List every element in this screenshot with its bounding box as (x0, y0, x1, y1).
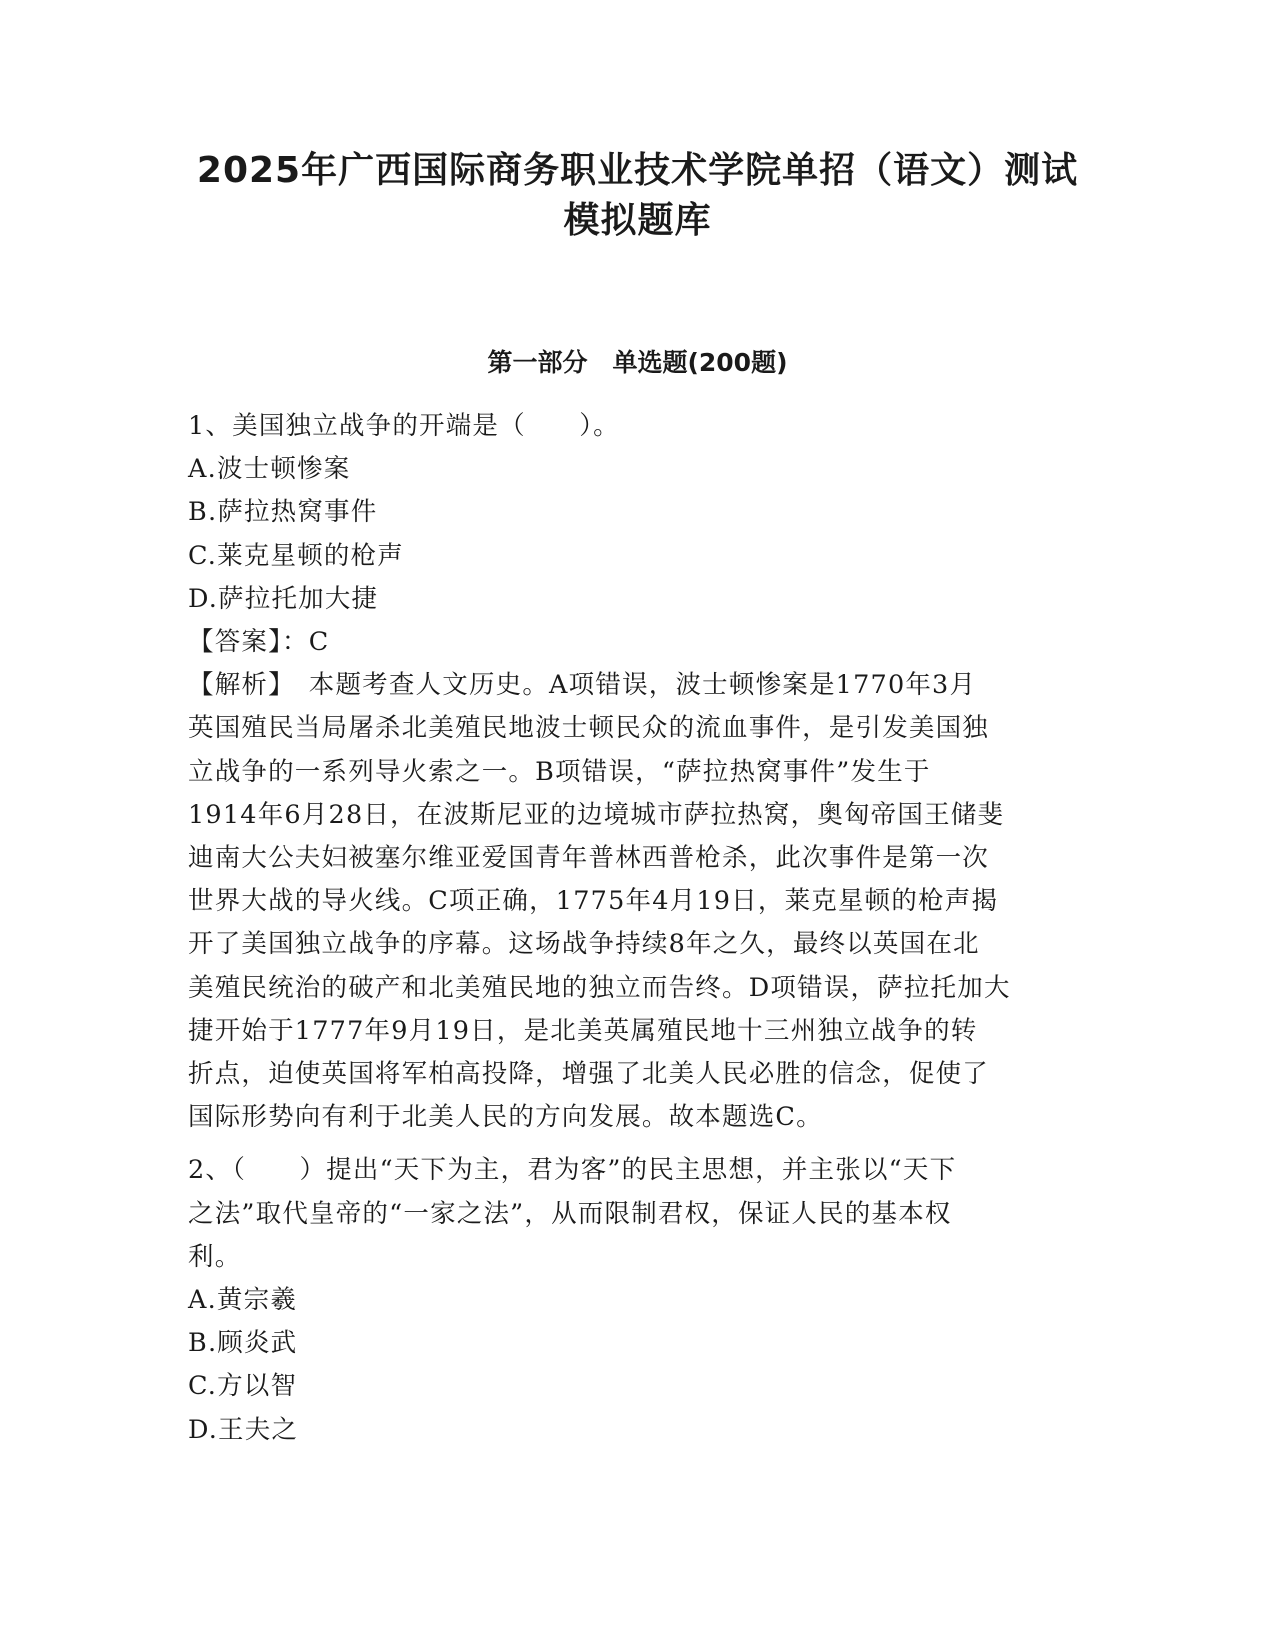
question-list (188, 405, 1088, 1452)
option-d: D.萨拉托加大捷 (188, 583, 379, 614)
analysis-line: 立战争的一系列导火索之一。B项错误，“萨拉热窝事件”发生于 (188, 756, 931, 787)
analysis-line: 开了美国独立战争的序幕。这场战争持续8年之久，最终以英国在北 (188, 929, 980, 960)
analysis-line: 国际形势向有利于北美人民的方向发展。故本题选C。 (188, 1102, 823, 1133)
analysis-line: 折点，迫使英国将军柏高投降，增强了北美人民必胜的信念，促使了 (188, 1059, 990, 1090)
question-stem-line: 1、美国独立战争的开端是（ ）。 (188, 411, 620, 441)
question-2 (188, 1149, 1088, 1451)
option-a: A.波士顿惨案 (188, 454, 351, 485)
option-b: B.顾炎武 (188, 1328, 298, 1359)
document-title (160, 146, 1115, 246)
analysis-line: 世界大战的导火线。C项正确，1775年4月19日，莱克星顿的枪声揭 (188, 886, 999, 917)
question-stem-line: 利。 (188, 1241, 242, 1272)
section-heading: 第一部分 单选题(200题) (487, 348, 788, 377)
analysis-line: 捷开始于1777年9月19日，是北美英属殖民地十三州独立战争的转 (188, 1015, 978, 1046)
analysis-line: 【解析】 本题考查人文历史。A项错误，波士顿惨案是1770年3月 (188, 670, 977, 701)
question-1 (188, 405, 1088, 1139)
answer-line: 【答案】：C (188, 627, 330, 658)
question-stem-line: 之法”取代皇帝的“一家之法”，从而限制君权，保证人民的基本权 (188, 1198, 952, 1229)
analysis-line: 迪南大公夫妇被塞尔维亚爱国青年普林西普枪杀，此次事件是第一次 (188, 843, 990, 874)
analysis-line: 美殖民统治的破产和北美殖民地的独立而告终。D项错误，萨拉托加大 (188, 972, 1011, 1003)
option-d: D.王夫之 (188, 1414, 299, 1445)
title-line-1: 2025年广西国际商务职业技术学院单招（语文）测试 (196, 150, 1079, 191)
option-c: C.莱克星顿的枪声 (188, 540, 405, 571)
analysis-line: 1914年6月28日，在波斯尼亚的边境城市萨拉热窝，奥匈帝国王储斐 (188, 799, 1005, 830)
option-a: A.黄宗羲 (188, 1285, 298, 1316)
option-c: C.方以智 (188, 1371, 298, 1402)
question-stem-line: 2、（ ）提出“天下为主，君为客”的民主思想，并主张以“天下 (188, 1155, 957, 1186)
title-line-2: 模拟题库 (563, 200, 712, 241)
option-b: B.萨拉热窝事件 (188, 497, 378, 528)
analysis-line: 英国殖民当局屠杀北美殖民地波士顿民众的流血事件，是引发美国独 (188, 713, 990, 744)
